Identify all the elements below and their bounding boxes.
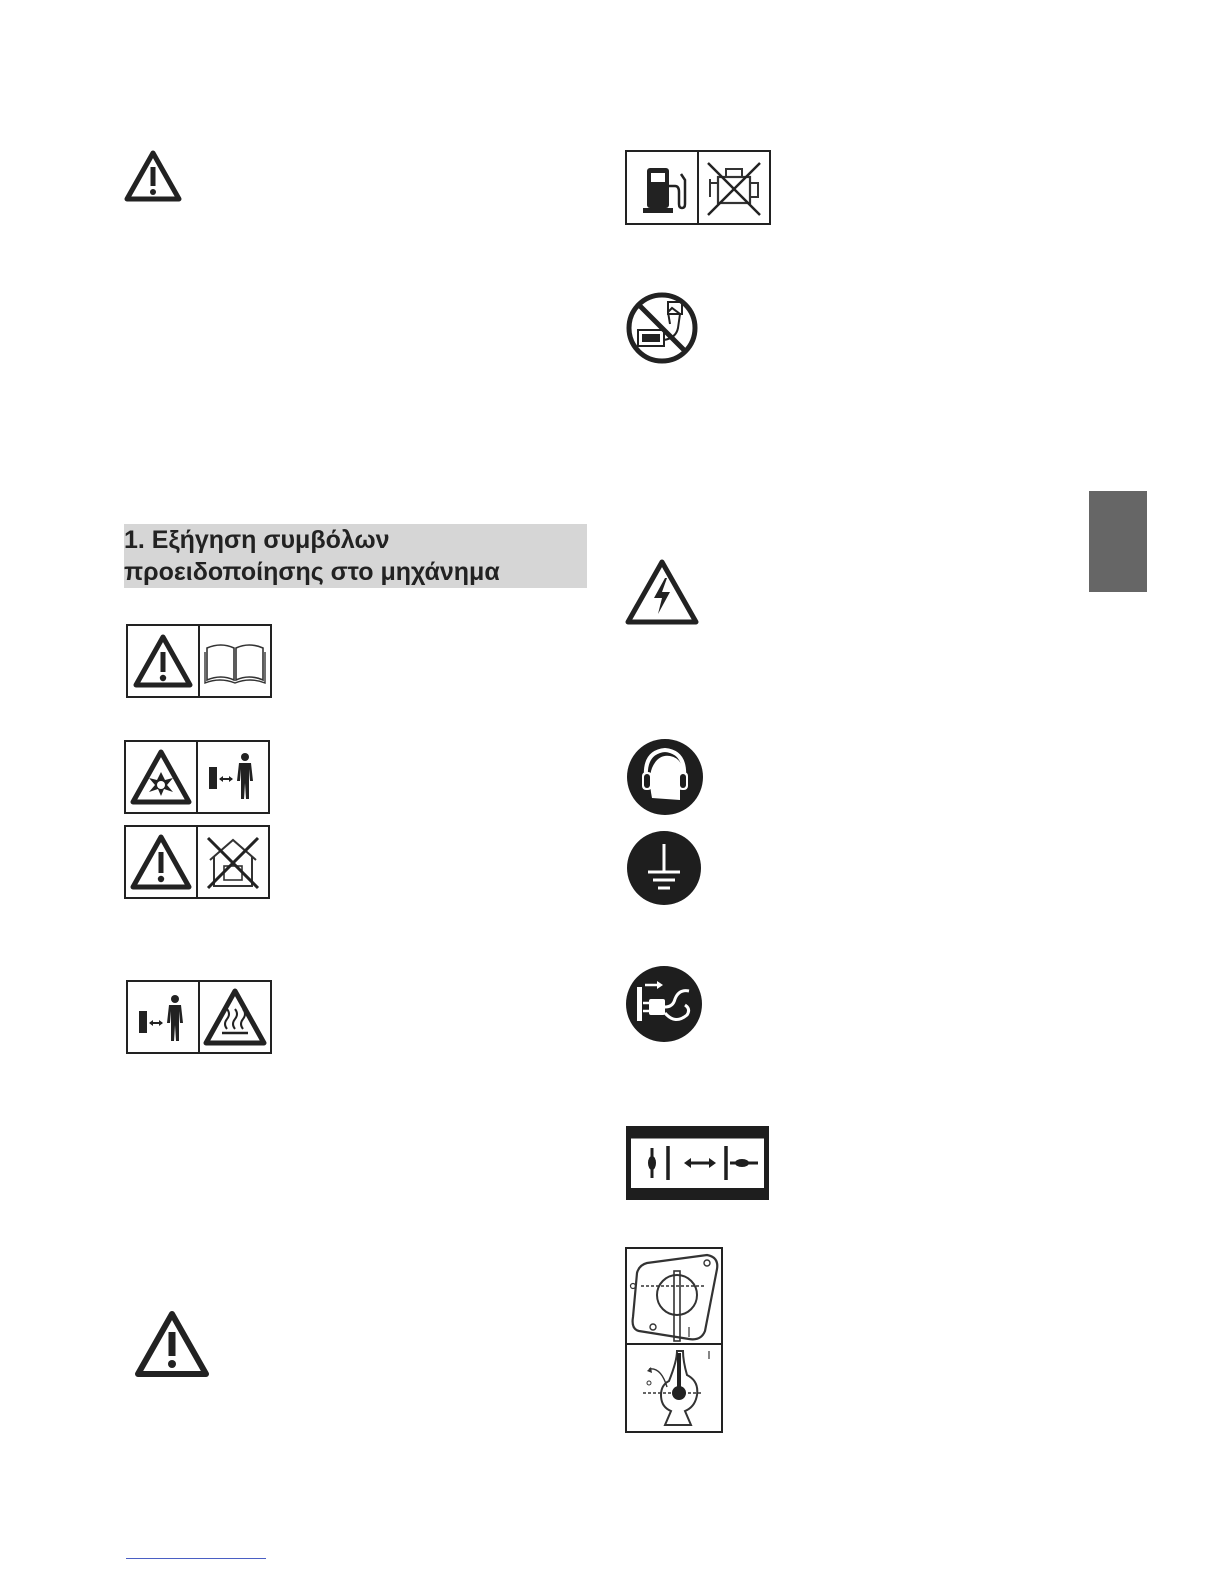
explosion-warning-icon [126, 742, 198, 812]
choke-lever-icon [627, 1345, 721, 1431]
keep-distance-hot-surface-icon [126, 980, 272, 1054]
section-heading-line1: 1. Εξήγηση συμβόλων [124, 526, 390, 554]
engine-off-icon [699, 152, 769, 223]
fuel-valve-choke-icon [625, 1247, 723, 1433]
circuit-breaker-icon [626, 1126, 769, 1200]
fuel-pump-icon [627, 152, 699, 223]
ear-protection-icon [626, 738, 704, 816]
no-indoor-use-icon [124, 825, 270, 899]
warning-triangle-icon [134, 1310, 210, 1378]
warning-read-manual-icon [126, 624, 272, 698]
section-heading-line2: προειδοποίησης στο μηχάνημα [124, 558, 500, 586]
earth-ground-icon [626, 830, 702, 906]
fuel-valve-icon [627, 1249, 721, 1345]
unplug-icon [625, 965, 703, 1043]
explosion-keep-distance-icon [124, 740, 270, 814]
keep-distance-person-icon [198, 742, 268, 812]
hot-surface-icon [200, 982, 270, 1052]
warning-triangle-icon [126, 827, 198, 897]
no-indoor-house-icon [198, 827, 268, 897]
section-heading [124, 524, 587, 588]
refuel-engine-off-icon [625, 150, 771, 225]
warning-triangle-icon [128, 626, 200, 696]
manual-book-icon [200, 626, 270, 696]
electric-shock-icon [624, 558, 700, 626]
chapter-tab-marker [1089, 491, 1147, 592]
keep-distance-person-icon [128, 982, 200, 1052]
footer-rule [126, 1558, 266, 1559]
warning-triangle-icon [124, 150, 182, 202]
no-wet-hands-icon [624, 290, 700, 366]
